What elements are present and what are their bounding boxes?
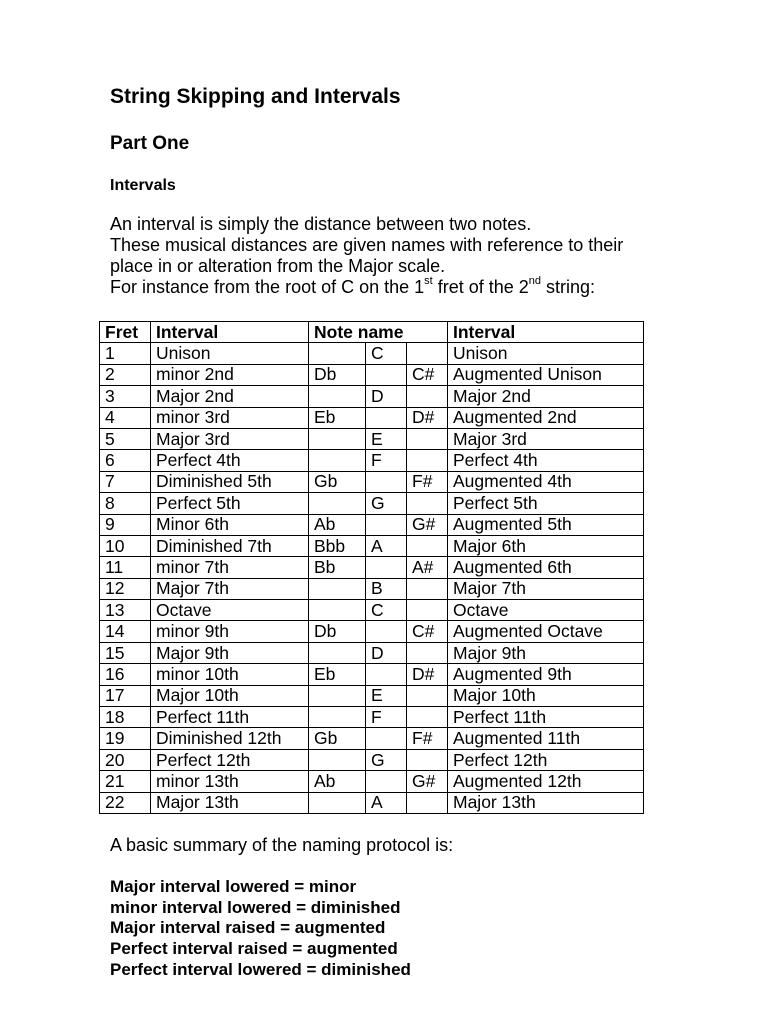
fret-cell: 12: [100, 578, 151, 599]
flat-note-cell: [309, 685, 366, 706]
intro-line-2: These musical distances are given names with reference to their: [110, 235, 624, 255]
flat-note-cell: Ab: [309, 514, 366, 535]
table-row: [100, 664, 644, 685]
sharp-note-cell: [407, 707, 448, 728]
table-row: [100, 343, 644, 364]
intro-line-4-part-a: For instance from the root of C on the 1: [110, 277, 425, 297]
table-row: [100, 493, 644, 514]
flat-note-cell: [309, 493, 366, 514]
fret-cell: 22: [100, 792, 151, 813]
alt-interval-cell: Octave: [448, 600, 644, 621]
header-interval: Interval: [151, 322, 309, 343]
fret-cell: 5: [100, 428, 151, 449]
natural-note-cell: [366, 407, 407, 428]
fret-cell: 19: [100, 728, 151, 749]
interval-cell: Perfect 5th: [151, 493, 309, 514]
alt-interval-cell: Major 7th: [448, 578, 644, 599]
flat-note-cell: Db: [309, 364, 366, 385]
alt-interval-cell: Augmented 11th: [448, 728, 644, 749]
header-fret: Fret: [100, 322, 151, 343]
interval-cell: minor 13th: [151, 771, 309, 792]
flat-note-cell: [309, 386, 366, 407]
sharp-note-cell: [407, 386, 448, 407]
interval-cell: Octave: [151, 600, 309, 621]
intervals-table: [99, 321, 644, 814]
interval-cell: Perfect 4th: [151, 450, 309, 471]
sharp-note-cell: G#: [407, 771, 448, 792]
natural-note-cell: E: [366, 428, 407, 449]
flat-note-cell: [309, 749, 366, 770]
ordinal-suffix-nd: nd: [528, 275, 542, 287]
alt-interval-cell: Augmented 6th: [448, 557, 644, 578]
alt-interval-cell: Augmented 9th: [448, 664, 644, 685]
flat-note-cell: [309, 578, 366, 599]
fret-cell: 18: [100, 707, 151, 728]
sharp-note-cell: [407, 685, 448, 706]
interval-cell: Minor 6th: [151, 514, 309, 535]
table-body: [100, 343, 644, 814]
flat-note-cell: [309, 600, 366, 621]
table-row: [100, 642, 644, 663]
alt-interval-cell: Augmented 2nd: [448, 407, 644, 428]
alt-interval-cell: Augmented Unison: [448, 364, 644, 385]
interval-cell: minor 10th: [151, 664, 309, 685]
natural-note-cell: [366, 621, 407, 642]
table-row: [100, 407, 644, 428]
sharp-note-cell: G#: [407, 514, 448, 535]
natural-note-cell: A: [366, 792, 407, 813]
table-row: [100, 557, 644, 578]
sharp-note-cell: C#: [407, 364, 448, 385]
flat-note-cell: Db: [309, 621, 366, 642]
alt-interval-cell: Perfect 5th: [448, 493, 644, 514]
flat-note-cell: [309, 428, 366, 449]
interval-cell: minor 3rd: [151, 407, 309, 428]
table-row: [100, 600, 644, 621]
fret-cell: 6: [100, 450, 151, 471]
interval-cell: Diminished 7th: [151, 535, 309, 556]
flat-note-cell: [309, 450, 366, 471]
flat-note-cell: Gb: [309, 471, 366, 492]
flat-note-cell: [309, 642, 366, 663]
table-row: [100, 471, 644, 492]
alt-interval-cell: Augmented 12th: [448, 771, 644, 792]
table-row: [100, 578, 644, 599]
page-title: String Skipping and Intervals: [110, 85, 401, 108]
interval-cell: Major 7th: [151, 578, 309, 599]
natural-note-cell: [366, 728, 407, 749]
sharp-note-cell: F#: [407, 471, 448, 492]
interval-cell: Major 10th: [151, 685, 309, 706]
table-row: [100, 535, 644, 556]
natural-note-cell: C: [366, 343, 407, 364]
naming-rule: minor interval lowered = diminished: [110, 897, 401, 917]
interval-cell: Perfect 12th: [151, 749, 309, 770]
table-row: [100, 428, 644, 449]
intro-line-4-part-b: fret of the 2: [432, 277, 529, 297]
flat-note-cell: Bbb: [309, 535, 366, 556]
table-row: [100, 450, 644, 471]
flat-note-cell: Bb: [309, 557, 366, 578]
sharp-note-cell: A#: [407, 557, 448, 578]
sharp-note-cell: [407, 792, 448, 813]
flat-note-cell: [309, 343, 366, 364]
natural-note-cell: [366, 364, 407, 385]
natural-note-cell: G: [366, 749, 407, 770]
table-row: [100, 792, 644, 813]
fret-cell: 1: [100, 343, 151, 364]
alt-interval-cell: Augmented 4th: [448, 471, 644, 492]
table-row: [100, 364, 644, 385]
sharp-note-cell: D#: [407, 407, 448, 428]
alt-interval-cell: Augmented 5th: [448, 514, 644, 535]
alt-interval-cell: Major 10th: [448, 685, 644, 706]
fret-cell: 9: [100, 514, 151, 535]
flat-note-cell: Ab: [309, 771, 366, 792]
sharp-note-cell: D#: [407, 664, 448, 685]
alt-interval-cell: Major 13th: [448, 792, 644, 813]
naming-rule: Major interval lowered = minor: [110, 877, 357, 896]
natural-note-cell: A: [366, 535, 407, 556]
natural-note-cell: F: [366, 450, 407, 471]
fret-cell: 20: [100, 749, 151, 770]
naming-rule: Major interval raised = augmented: [110, 918, 386, 938]
summary-section: [110, 835, 710, 981]
sharp-note-cell: [407, 493, 448, 514]
intro-line-3: place in or alteration from the Major scale.: [110, 256, 446, 276]
flat-note-cell: Eb: [309, 664, 366, 685]
fret-cell: 14: [100, 621, 151, 642]
header-note-name: Note name: [309, 322, 448, 343]
alt-interval-cell: Major 9th: [448, 642, 644, 663]
fret-cell: 7: [100, 471, 151, 492]
table-row: [100, 771, 644, 792]
intro-line-4-part-c: string:: [541, 277, 596, 297]
interval-cell: Unison: [151, 343, 309, 364]
fret-cell: 2: [100, 364, 151, 385]
summary-intro: A basic summary of the naming protocol is:: [110, 835, 454, 855]
header-alt-interval: Interval: [448, 322, 644, 343]
interval-cell: Major 13th: [151, 792, 309, 813]
table-row: [100, 386, 644, 407]
alt-interval-cell: Augmented Octave: [448, 621, 644, 642]
natural-note-cell: G: [366, 493, 407, 514]
alt-interval-cell: Perfect 12th: [448, 749, 644, 770]
alt-interval-cell: Major 3rd: [448, 428, 644, 449]
fret-cell: 17: [100, 685, 151, 706]
fret-cell: 11: [100, 557, 151, 578]
sharp-note-cell: [407, 428, 448, 449]
fret-cell: 8: [100, 493, 151, 514]
sharp-note-cell: [407, 600, 448, 621]
table-row: [100, 514, 644, 535]
fret-cell: 3: [100, 386, 151, 407]
flat-note-cell: [309, 792, 366, 813]
interval-cell: Major 9th: [151, 642, 309, 663]
sharp-note-cell: [407, 578, 448, 599]
ordinal-suffix-st: st: [424, 275, 433, 287]
interval-cell: minor 9th: [151, 621, 309, 642]
alt-interval-cell: Major 6th: [448, 535, 644, 556]
part-heading: Part One: [110, 133, 190, 154]
natural-note-cell: D: [366, 642, 407, 663]
intro-paragraph: [110, 214, 710, 298]
flat-note-cell: Gb: [309, 728, 366, 749]
natural-note-cell: C: [366, 600, 407, 621]
table-row: [100, 621, 644, 642]
natural-note-cell: [366, 514, 407, 535]
interval-cell: Perfect 11th: [151, 707, 309, 728]
interval-cell: minor 2nd: [151, 364, 309, 385]
natural-note-cell: [366, 771, 407, 792]
alt-interval-cell: Perfect 4th: [448, 450, 644, 471]
naming-rule: Perfect interval raised = augmented: [110, 939, 398, 959]
natural-note-cell: B: [366, 578, 407, 599]
fret-cell: 15: [100, 642, 151, 663]
alt-interval-cell: Perfect 11th: [448, 707, 644, 728]
document-body: [110, 84, 710, 298]
table-row: [100, 685, 644, 706]
natural-note-cell: [366, 471, 407, 492]
table-row: [100, 707, 644, 728]
sharp-note-cell: [407, 642, 448, 663]
natural-note-cell: D: [366, 386, 407, 407]
naming-rules-list: [110, 877, 710, 981]
naming-rule: Perfect interval lowered = diminished: [110, 959, 411, 979]
fret-cell: 21: [100, 771, 151, 792]
sharp-note-cell: [407, 450, 448, 471]
natural-note-cell: [366, 557, 407, 578]
intro-line-1: An interval is simply the distance between two notes.: [110, 214, 532, 234]
flat-note-cell: [309, 707, 366, 728]
sharp-note-cell: [407, 535, 448, 556]
sharp-note-cell: C#: [407, 621, 448, 642]
fret-cell: 4: [100, 407, 151, 428]
sharp-note-cell: [407, 749, 448, 770]
fret-cell: 10: [100, 535, 151, 556]
interval-cell: Diminished 12th: [151, 728, 309, 749]
flat-note-cell: Eb: [309, 407, 366, 428]
table-row: [100, 749, 644, 770]
table-row: [100, 728, 644, 749]
natural-note-cell: F: [366, 707, 407, 728]
fret-cell: 16: [100, 664, 151, 685]
interval-cell: Diminished 5th: [151, 471, 309, 492]
alt-interval-cell: Unison: [448, 343, 644, 364]
interval-cell: Major 3rd: [151, 428, 309, 449]
sharp-note-cell: F#: [407, 728, 448, 749]
table-header-row: [100, 322, 644, 343]
natural-note-cell: E: [366, 685, 407, 706]
natural-note-cell: [366, 664, 407, 685]
sharp-note-cell: [407, 343, 448, 364]
section-heading: Intervals: [110, 177, 176, 194]
interval-cell: minor 7th: [151, 557, 309, 578]
alt-interval-cell: Major 2nd: [448, 386, 644, 407]
intro-line-4: [110, 277, 710, 298]
fret-cell: 13: [100, 600, 151, 621]
interval-cell: Major 2nd: [151, 386, 309, 407]
